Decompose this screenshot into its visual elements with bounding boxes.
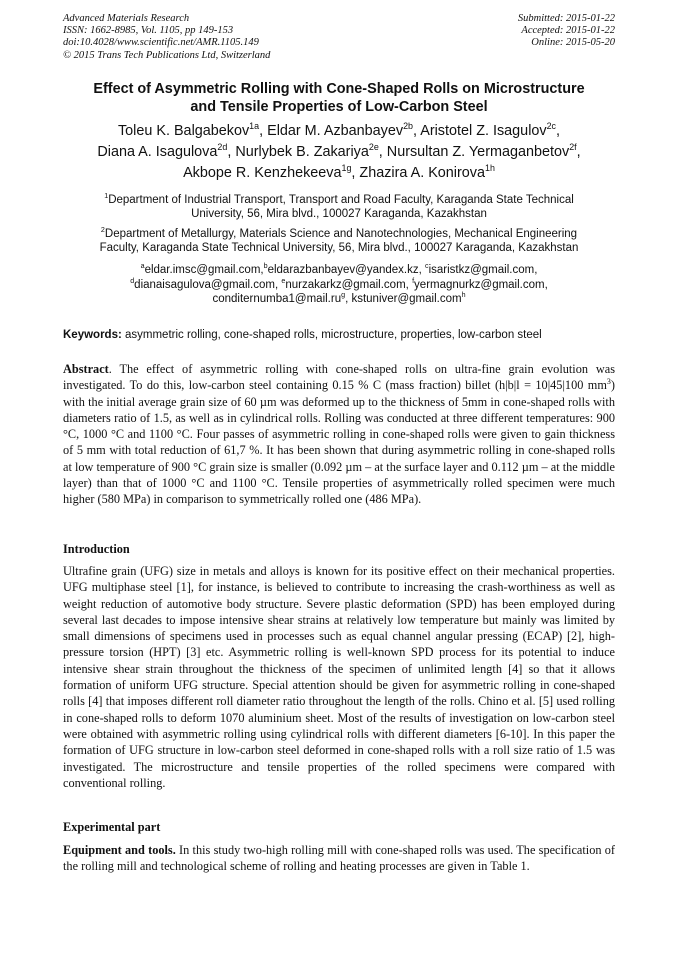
email-line-1 [60,263,618,278]
journal-name: Advanced Materials Research [63,13,190,24]
equipment-paragraph [63,842,615,875]
author-sep: , [259,123,268,139]
email-link[interactable]: isaristkz@gmail.com [428,264,535,276]
author-sep: , [378,144,387,160]
abstract-label: Abstract [63,362,109,376]
email-sup: a [140,262,145,271]
author-line-1 [40,121,638,142]
affiliation-2 [60,227,618,256]
email-sep: , [544,278,548,291]
email-sup: c [425,262,429,271]
author-name: Akbope R. Kenzhekeeva [183,165,342,181]
author-sep: , [351,165,360,181]
abstract [63,361,615,508]
author-line-2 [40,142,638,163]
affiliation-text: Department of Industrial Transport, Transport and Road Faculty, Karaganda State Technical [108,194,574,206]
email-link[interactable]: kstuniver@gmail.com [351,293,462,306]
email-sup: d [130,276,135,285]
email-sup: g [341,291,346,300]
affiliation-1 [60,193,618,222]
journal-copyright: © 2015 Trans Tech Publications Ltd, Switzerland [63,49,271,61]
email-sup: e [281,276,286,285]
submitted-date: Submitted: 2015-01-22 [517,13,615,24]
author-sup: 2e [368,142,379,153]
accepted-date: Accepted: 2015-01-22 [521,25,615,37]
author-line-3 [40,163,638,184]
author-name: Eldar M. Azbanbayev [267,123,404,139]
keywords-label: Keywords: [63,329,122,341]
email-sep: , [345,293,352,306]
introduction-text: Ultrafine grain (UFG) size in metals and alloys is known for its positive effect on their mechanical properties. UFG multiphase steel [1], for instance, is believed to contribute to increasing the crash-worthiness as well as weight reduction of automotive body structure. Severe plastic deformation (SPD) has been employed during several last decades to impose intensive shear strains at relatively low temperature but mainly was limited by small dimensions of specimens used in processes such as equal channel angular pressing (ECAP) [2], high-pressure torsion (HPT) [3] etc. Asymmetric rolling is well-known SPD process for its potential to induce intensive shear strain throughout the thickness of the specimen of unlimited length [4] so that it allows formation of uniform UFG structure. Special attention should be given for asymmetric rolling in cone-shaped rolls [4] that imposes different roll diameter ratio throughout the length of the rolls. Chino et al. [5] used rolling in cone-shaped rolls to deform 1070 aluminium sheet. Most of the results of investigation on low-carbon steel were obtained with asymmetric rolling using cylindrical rolls with different diameters [6-10]. In this paper the formation of UFG structure in low-carbon steel deformed in cone-shaped rolls with a roll size ratio of 1.5 was investigated. The microstructure and tensile properties of the rolled specimens were compared with conventional rolling. [63,564,615,790]
title-line-2: and Tensile Properties of Low-Carbon Steel [190,99,488,115]
affiliation-sup: 2 [100,226,105,235]
email-line-2 [60,278,618,293]
author-name: Nursultan Z. Yermaganbetov [386,144,570,160]
email-sep: , [418,264,426,276]
author-sup: 1a [249,121,260,132]
author-sep: , [576,144,581,160]
email-link[interactable]: eldar.imsc@gmail.com [144,264,261,276]
online-date: Online: 2015-05-20 [531,37,615,49]
journal-info [63,13,270,62]
section-heading-introduction: Introduction [63,542,130,556]
submission-dates [518,13,615,50]
affiliation-text: University, 56, Mira blvd., 100027 Karaganda, Kazakhstan [191,208,487,221]
author-sep: , [556,123,561,139]
email-link[interactable]: yermagnurkz@gmail.com [414,278,545,291]
abstract-text-b: ) with the initial average grain size of 60 µm was deformed up to the thickness of 5mm in cone-shaped rolls with diameters ratio of 1.5, as well as in cylindrical rolls. Rolling was conducted at three different temperatures: 900 °C, 1000 °C and 1100 °C. Four passes of asymmetric rolling in cone-shaped rolls were given to gain thickness of 5 mm with total reduction of 61,7 %. It has been shown that during asymmetric rolling in cone-shaped rolls at low temperature of 900 °C grain size is smaller (0.092 µm – at the surface layer and 0.112 µm – at the middle layer) than that of 1000 °C and 1100 °C. Tensile properties of asymmetrically rolled specimen were much higher (580 MPa) in comparison to symmetrically rolled one (486 MPa). [63,378,615,507]
email-list [60,263,618,307]
author-sup: 1g [341,163,352,174]
author-name: Zhazira A. Konirova [359,165,485,181]
abstract-sup: 3 [606,377,611,387]
author-sep: , [227,144,236,160]
journal-doi: doi:10.4028/www.scientific.net/AMR.1105.149 [63,37,259,49]
email-line-3 [60,292,618,307]
author-name: Aristotel Z. Isagulov [420,123,547,139]
keywords [63,328,615,342]
email-link[interactable]: conditernumba1@mail.ru [212,293,342,306]
author-sep: , [413,123,421,139]
section-heading-experimental: Experimental part [63,820,161,834]
author-name: Diana A. Isagulova [97,144,218,160]
author-name: Toleu K. Balgabekov [117,123,250,139]
email-link[interactable]: dianaisagulova@gmail.com [134,278,275,291]
email-sup: b [263,262,268,271]
author-sup: 2d [217,142,228,153]
author-sup: 1h [485,163,495,174]
title-line-1: Effect of Asymmetric Rolling with Cone-Shaped Rolls on Microstructure [93,81,585,97]
affiliation-text: Department of Metallurgy, Materials Science and Nanotechnologies, Mechanical Engineering [104,228,578,240]
equipment-label: Equipment and tools. [63,843,176,857]
equipment-text: In this study two-high rolling mill with cone-shaped rolls was used. The specification of the rolling mill and technological scheme of rolling and heating processes are given in Table 1. [63,843,615,874]
author-name: Nurlybek B. Zakariya [235,144,369,160]
paper-title [40,80,638,116]
email-sep: , [405,278,413,291]
email-sup: f [412,276,415,285]
email-sup: h [461,291,466,300]
email-sep: , [274,278,282,291]
affiliation-sup: 1 [104,192,109,201]
email-sep: , [534,264,538,276]
affiliation-text: Faculty, Karaganda State Technical University, 56, Mira blvd., 100027 Karaganda, Kazakhstan [99,242,579,255]
author-sup: 2b [403,121,414,132]
author-list [40,121,638,184]
author-sup: 2c [546,121,557,132]
email-link[interactable]: eldarazbanbayev@yandex.kz [267,264,419,276]
abstract-text-a: . The effect of asymmetric rolling with cone-shaped rolls on ultra-fine grain evolution was investigated. To do this, low-carbon steel containing 0.15 % C (mass fraction) billet (h|b|l = 10|45|100 mm [63,362,615,393]
email-link[interactable]: nurzakarkz@gmail.com [285,278,406,291]
journal-issn: ISSN: 1662-8985, Vol. 1105, pp 149-153 [63,25,234,37]
author-sup: 2f [569,142,577,153]
keywords-text: asymmetric rolling, cone-shaped rolls, microstructure, properties, low-carbon steel [121,329,542,341]
email-sep: , [260,264,264,276]
